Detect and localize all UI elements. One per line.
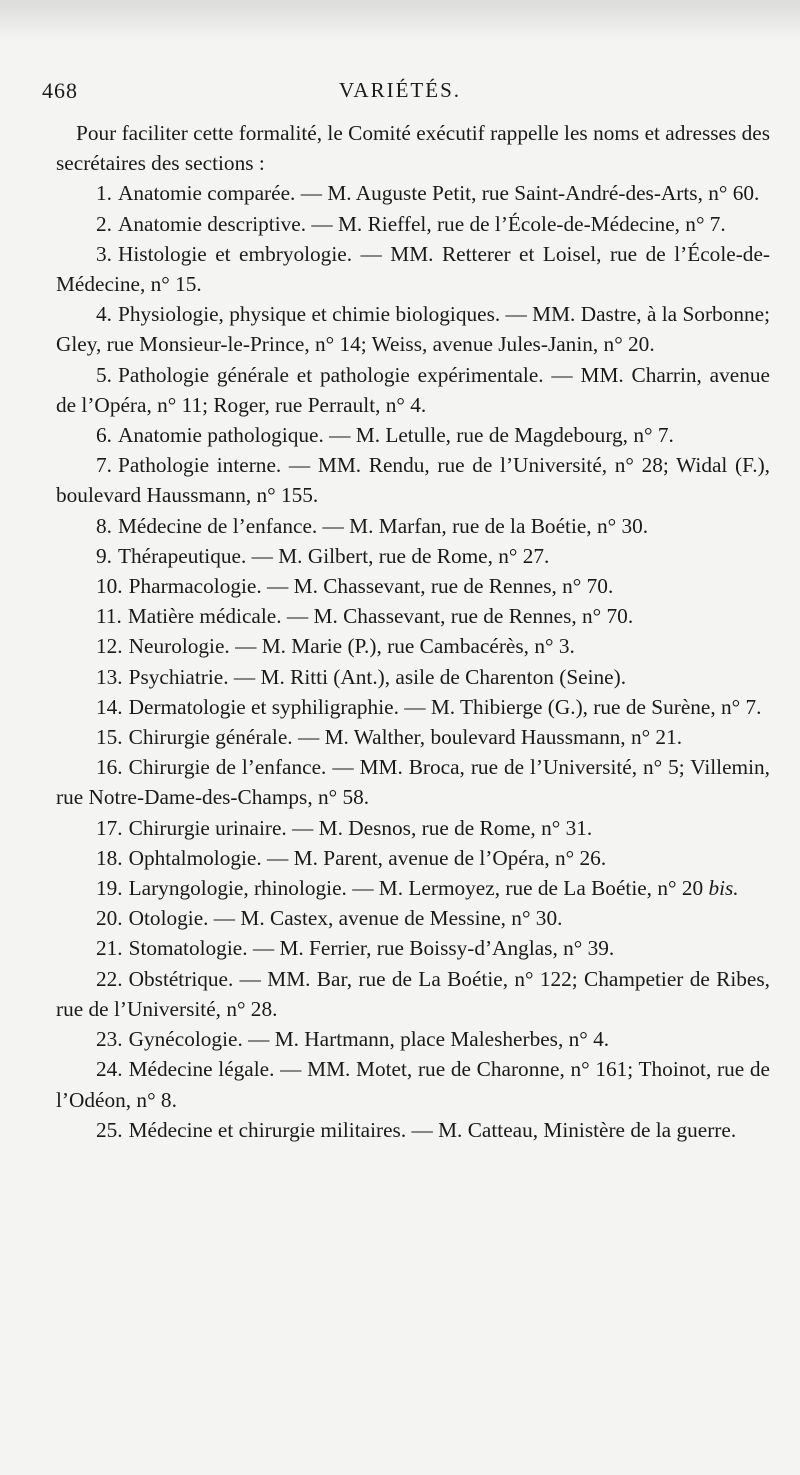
- section-number: 18.: [96, 845, 123, 870]
- section-text: Thérapeutique. — M. Gilbert, rue de Rome, n° 27.: [117, 543, 550, 568]
- section-entry: [56, 752, 770, 812]
- section-text: Anatomie pathologique. — M. Letulle, rue de Magdebourg, n° 7.: [117, 423, 674, 448]
- section-number: 8.: [96, 513, 112, 538]
- section-entry: [56, 933, 770, 963]
- section-entry: [56, 873, 770, 903]
- section-number: 11.: [96, 604, 122, 629]
- intro-paragraph: Pour faciliter cette formalité, le Comité exécutif rappelle les noms et adresses des secrétaires des sections :: [56, 121, 770, 176]
- section-entry: [56, 903, 770, 933]
- section-number: 20.: [96, 906, 123, 931]
- section-entry: [56, 541, 770, 571]
- section-number: 7.: [96, 453, 112, 478]
- section-number: 6.: [96, 423, 112, 448]
- section-entry: [56, 450, 770, 510]
- section-entry: [56, 843, 770, 873]
- section-number: 14.: [96, 694, 123, 719]
- section-text: Pharmacologie. — M. Chassevant, rue de Rennes, n° 70.: [128, 574, 614, 599]
- section-text: Médecine et chirurgie militaires. — M. Catteau, Ministère de la guerre.: [128, 1117, 737, 1142]
- section-number: 4.: [96, 302, 112, 327]
- page-number: 468: [42, 78, 78, 103]
- section-number: 15.: [96, 725, 123, 750]
- section-text: Pathologie générale et pathologie expérimentale. — MM. Charrin, avenue de l’Opéra, n° 11; Roger, rue Perrault, n° 4.: [56, 362, 770, 417]
- section-number: 3.: [96, 241, 112, 266]
- section-entry: [56, 571, 770, 601]
- section-number: 25.: [96, 1117, 123, 1142]
- section-number: 10.: [96, 574, 123, 599]
- section-number: 13.: [96, 664, 123, 689]
- section-text: Stomatologie. — M. Ferrier, rue Boissy-d’Anglas, n° 39.: [128, 936, 615, 961]
- section-number: 17.: [96, 815, 123, 840]
- section-number: 24.: [96, 1057, 123, 1082]
- section-entry: [56, 299, 770, 359]
- section-number: 22.: [96, 966, 123, 991]
- section-entry: [56, 662, 770, 692]
- section-text: Chirurgie générale. — M. Walther, boulevard Haussmann, n° 21.: [128, 725, 683, 750]
- section-text: Pathologie interne. — MM. Rendu, rue de l’Université, n° 28; Widal (F.), boulevard Haussmann, n° 155.: [56, 453, 770, 508]
- section-text: Laryngologie, rhinologie. — M. Lermoyez, rue de La Boétie, n° 20: [128, 876, 704, 901]
- section-text: Psychiatrie. — M. Ritti (Ant.), asile de Charenton (Seine).: [128, 664, 627, 689]
- section-text: Médecine de l’enfance. — M. Marfan, rue de la Boétie, n° 30.: [117, 513, 649, 538]
- section-entry: [56, 178, 770, 208]
- section-number: 16.: [96, 755, 123, 780]
- section-text: Chirurgie urinaire. — M. Desnos, rue de Rome, n° 31.: [128, 815, 593, 840]
- section-entry: [56, 964, 770, 1024]
- section-entry: [56, 360, 770, 420]
- section-text: Otologie. — M. Castex, avenue de Messine, n° 30.: [128, 906, 563, 931]
- section-entry: [56, 239, 770, 299]
- section-entry: [56, 601, 770, 631]
- section-entry: [56, 1024, 770, 1054]
- section-text: Médecine légale. — MM. Motet, rue de Charonne, n° 161; Thoinot, rue de l’Odéon, n° 8.: [56, 1057, 770, 1112]
- running-head: VARIÉTÉS.: [338, 78, 462, 102]
- section-list: [56, 178, 770, 1145]
- section-text: Obstétrique. — MM. Bar, rue de La Boétie, n° 122; Champetier de Ribes, rue de l’Université, n° 28.: [56, 966, 770, 1021]
- section-text: Dermatologie et syphiligraphie. — M. Thibierge (G.), rue de Surène, n° 7.: [128, 694, 762, 719]
- section-entry: [56, 1115, 770, 1145]
- section-suffix: bis.: [708, 876, 739, 901]
- section-number: 19.: [96, 876, 123, 901]
- section-number: 23.: [96, 1027, 123, 1052]
- page-header: [40, 78, 760, 108]
- section-number: 2.: [96, 211, 112, 236]
- section-text: Physiologie, physique et chimie biologiques. — MM. Dastre, à la Sorbonne; Gley, rue Monsieur-le-Prince, n° 14; Weiss, avenue Jules-Janin, n° 20.: [56, 302, 770, 357]
- section-number: 1.: [96, 181, 112, 206]
- section-number: 9.: [96, 543, 112, 568]
- section-number: 21.: [96, 936, 123, 961]
- section-entry: [56, 722, 770, 752]
- section-text: Ophtalmologie. — M. Parent, avenue de l’Opéra, n° 26.: [128, 845, 607, 870]
- section-text: Histologie et embryologie. — MM. Retterer et Loisel, rue de l’École-de-Médecine, n° 15.: [56, 241, 770, 297]
- section-text: Gynécologie. — M. Hartmann, place Malesherbes, n° 4.: [128, 1027, 610, 1052]
- section-text: Anatomie descriptive. — M. Rieffel, rue de l’École-de-Médecine, n° 7.: [117, 211, 726, 236]
- section-text: Chirurgie de l’enfance. — MM. Broca, rue de l’Université, n° 5; Villemin, rue Notre-Dame-des-Champs, n° 58.: [56, 755, 770, 810]
- section-text: Anatomie comparée. — M. Auguste Petit, rue Saint-André-des-Arts, n° 60.: [117, 181, 760, 206]
- section-entry: [56, 692, 770, 722]
- body-text: [56, 118, 770, 1145]
- section-number: 12.: [96, 634, 123, 659]
- section-text: Neurologie. — M. Marie (P.), rue Cambacérès, n° 3.: [128, 634, 575, 659]
- section-number: 5.: [96, 362, 112, 387]
- section-entry: [56, 511, 770, 541]
- section-entry: [56, 209, 770, 239]
- section-entry: [56, 420, 770, 450]
- section-entry: [56, 813, 770, 843]
- section-text: Matière médicale. — M. Chassevant, rue de Rennes, n° 70.: [127, 604, 634, 629]
- section-entry: [56, 1054, 770, 1114]
- section-entry: [56, 631, 770, 661]
